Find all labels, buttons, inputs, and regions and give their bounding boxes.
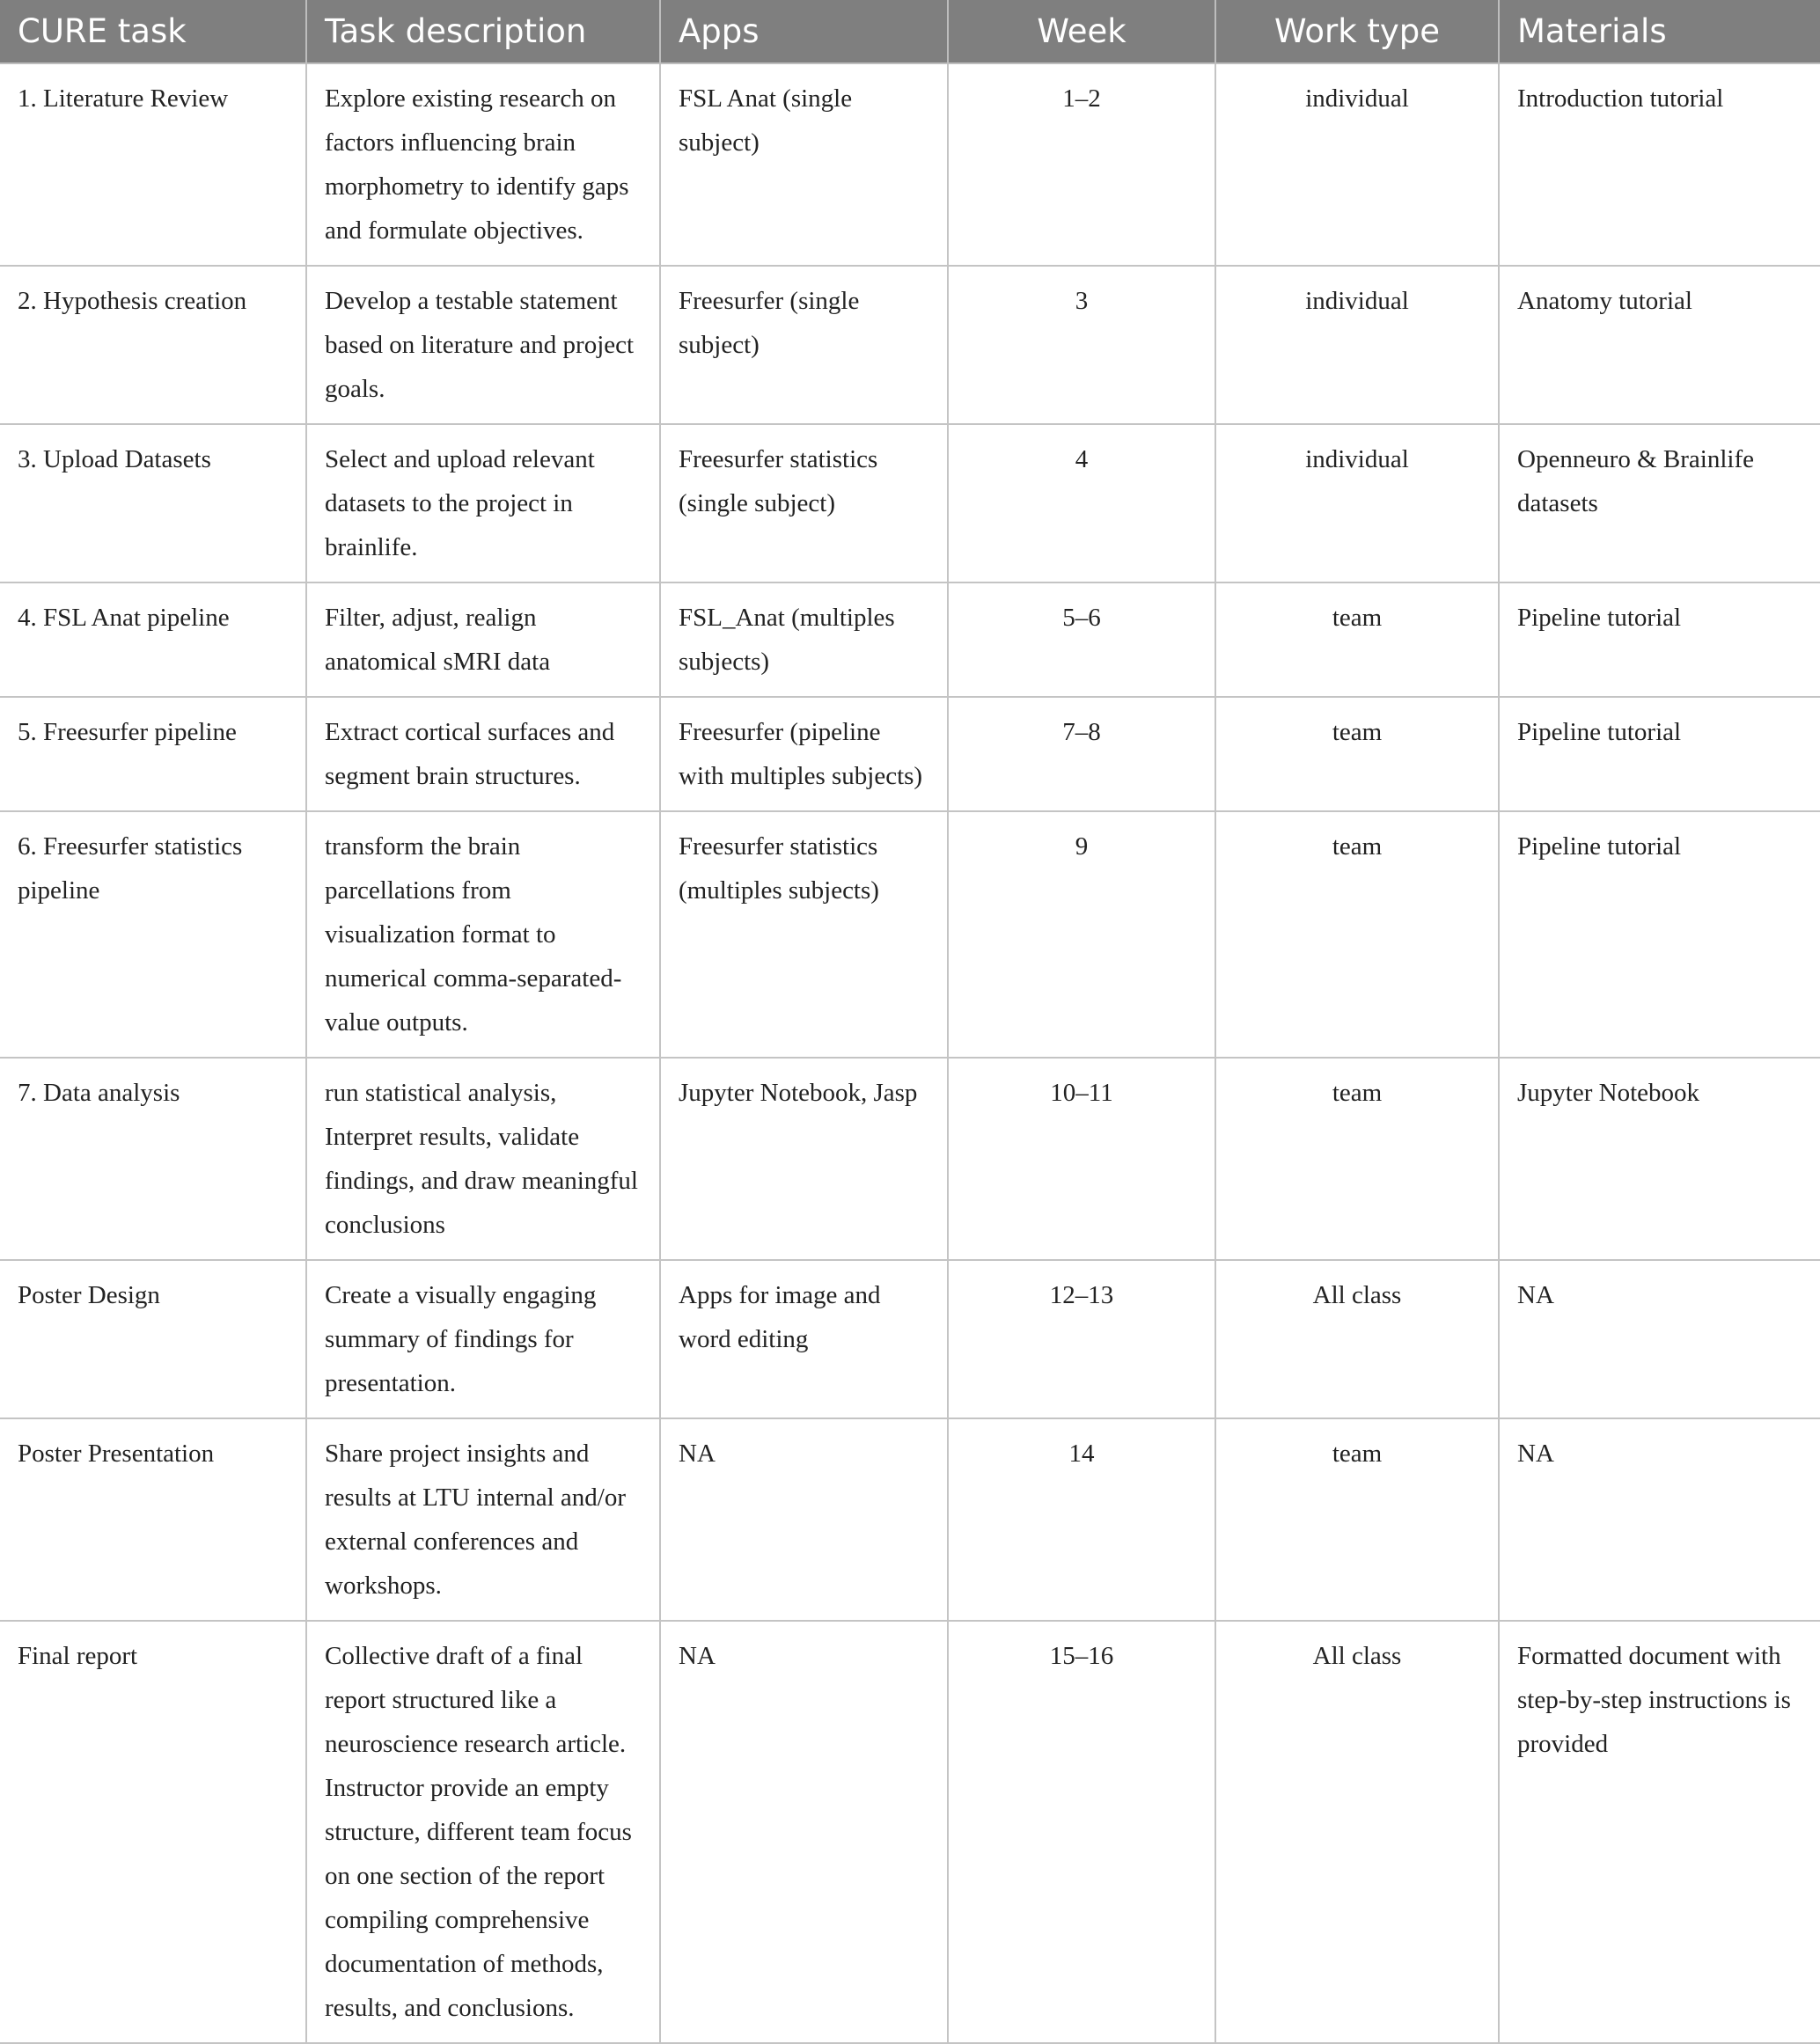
header-cure-task: CURE task	[0, 0, 306, 63]
cell-apps: Freesurfer (pipeline with multiples subjects)	[660, 697, 948, 811]
cell-task-description: Filter, adjust, realign anatomical sMRI data	[306, 582, 660, 697]
table-row	[0, 424, 1820, 582]
cell-materials: NA	[1499, 1418, 1820, 1621]
cell-week: 1–2	[948, 63, 1215, 266]
cell-work-type: team	[1215, 811, 1499, 1058]
cell-cure-task: 4. FSL Anat pipeline	[0, 582, 306, 697]
header-work-type: Work type	[1215, 0, 1499, 63]
table-row	[0, 697, 1820, 811]
cell-materials: Pipeline tutorial	[1499, 582, 1820, 697]
cell-cure-task: 2. Hypothesis creation	[0, 266, 306, 424]
cell-task-description: transform the brain parcellations from visualization format to numerical comma-separated-value outputs.	[306, 811, 660, 1058]
cell-task-description: Create a visually engaging summary of findings for presentation.	[306, 1260, 660, 1418]
cell-work-type: team	[1215, 697, 1499, 811]
cell-cure-task: 5. Freesurfer pipeline	[0, 697, 306, 811]
cell-work-type: individual	[1215, 63, 1499, 266]
cell-materials: Formatted document with step-by-step instructions is provided	[1499, 1621, 1820, 2043]
cell-apps: FSL Anat (single subject)	[660, 63, 948, 266]
table-row	[0, 1058, 1820, 1260]
cell-apps: Freesurfer (single subject)	[660, 266, 948, 424]
cell-task-description: Explore existing research on factors influencing brain morphometry to identify gaps and formulate objectives.	[306, 63, 660, 266]
cell-work-type: individual	[1215, 424, 1499, 582]
cell-apps: Freesurfer statistics (single subject)	[660, 424, 948, 582]
cell-apps: Jupyter Notebook, Jasp	[660, 1058, 948, 1260]
cell-apps: Apps for image and word editing	[660, 1260, 948, 1418]
header-row	[0, 0, 1820, 63]
table-row	[0, 1418, 1820, 1621]
table-row	[0, 582, 1820, 697]
cell-cure-task: 1. Literature Review	[0, 63, 306, 266]
table-row	[0, 63, 1820, 266]
cell-materials: Jupyter Notebook	[1499, 1058, 1820, 1260]
cell-week: 10–11	[948, 1058, 1215, 1260]
cell-work-type: team	[1215, 1058, 1499, 1260]
cell-cure-task: 7. Data analysis	[0, 1058, 306, 1260]
cell-week: 12–13	[948, 1260, 1215, 1418]
cell-week: 5–6	[948, 582, 1215, 697]
table-row	[0, 1621, 1820, 2043]
cell-task-description: Share project insights and results at LTU internal and/or external conferences and workshops.	[306, 1418, 660, 1621]
cell-materials: NA	[1499, 1260, 1820, 1418]
cell-task-description: run statistical analysis, Interpret results, validate findings, and draw meaningful conclusions	[306, 1058, 660, 1260]
header-task-description: Task description	[306, 0, 660, 63]
cell-task-description: Develop a testable statement based on literature and project goals.	[306, 266, 660, 424]
cell-materials: Openneuro & Brainlife datasets	[1499, 424, 1820, 582]
table-row	[0, 811, 1820, 1058]
table-row	[0, 1260, 1820, 1418]
cell-cure-task: 3. Upload Datasets	[0, 424, 306, 582]
cell-work-type: team	[1215, 582, 1499, 697]
cell-week: 4	[948, 424, 1215, 582]
cell-week: 7–8	[948, 697, 1215, 811]
cell-cure-task: 6. Freesurfer statistics pipeline	[0, 811, 306, 1058]
cell-materials: Pipeline tutorial	[1499, 697, 1820, 811]
cell-task-description: Select and upload relevant datasets to the project in brainlife.	[306, 424, 660, 582]
cell-cure-task: Poster Design	[0, 1260, 306, 1418]
cell-work-type: individual	[1215, 266, 1499, 424]
header-week: Week	[948, 0, 1215, 63]
cell-week: 14	[948, 1418, 1215, 1621]
cell-work-type: team	[1215, 1418, 1499, 1621]
cell-week: 9	[948, 811, 1215, 1058]
cell-task-description: Extract cortical surfaces and segment brain structures.	[306, 697, 660, 811]
cell-apps: FSL_Anat (multiples subjects)	[660, 582, 948, 697]
cell-work-type: All class	[1215, 1621, 1499, 2043]
cell-work-type: All class	[1215, 1260, 1499, 1418]
cell-materials: Pipeline tutorial	[1499, 811, 1820, 1058]
cell-cure-task: Final report	[0, 1621, 306, 2043]
cell-task-description: Collective draft of a final report structured like a neuroscience research article. Instructor provide an empty structure, different team focus on one section of the report compiling comprehensive documentation of methods, results, and conclusions.	[306, 1621, 660, 2043]
cell-apps: Freesurfer statistics (multiples subjects)	[660, 811, 948, 1058]
header-apps: Apps	[660, 0, 948, 63]
cell-apps: NA	[660, 1418, 948, 1621]
cell-week: 15–16	[948, 1621, 1215, 2043]
header-materials: Materials	[1499, 0, 1820, 63]
cell-materials: Introduction tutorial	[1499, 63, 1820, 266]
table-row	[0, 266, 1820, 424]
cell-materials: Anatomy tutorial	[1499, 266, 1820, 424]
cell-apps: NA	[660, 1621, 948, 2043]
cell-cure-task: Poster Presentation	[0, 1418, 306, 1621]
cell-week: 3	[948, 266, 1215, 424]
